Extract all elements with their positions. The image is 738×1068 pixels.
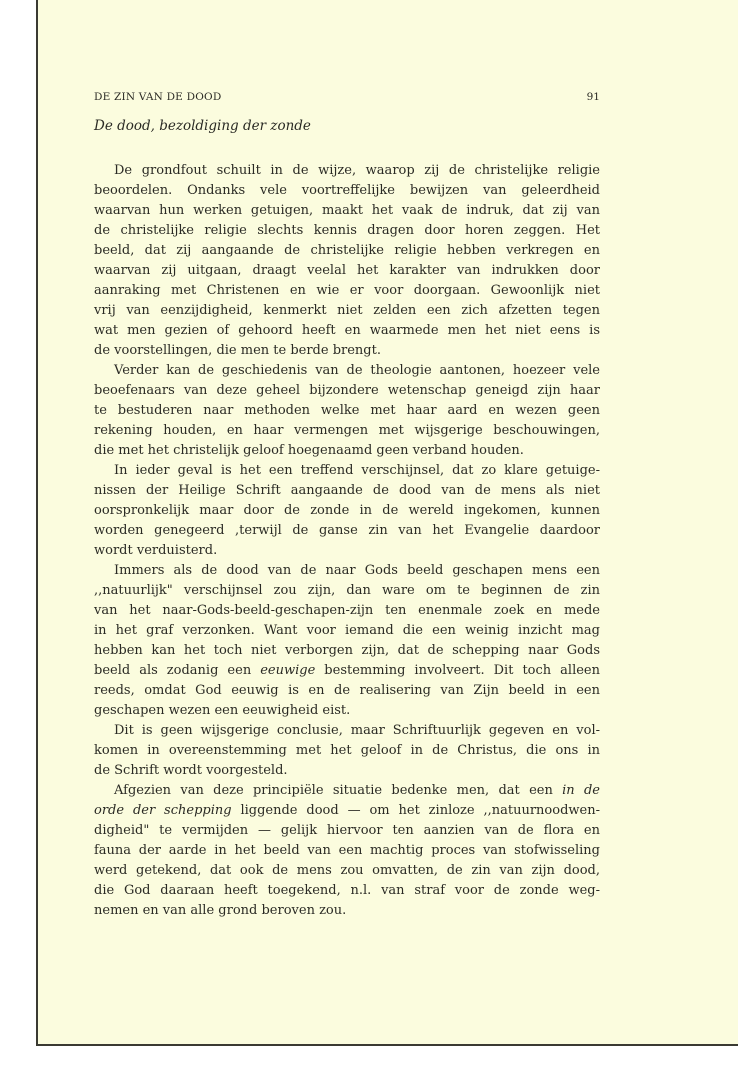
text-line: van het naar-Gods-beeld-geschapen-zijn ten enenmale zoek en mede	[94, 603, 600, 618]
text-line: rekening houden, en haar vermengen met wijsgerige beschouwingen,	[94, 423, 600, 438]
text-line: Verder kan de geschiedenis van de theologie aantonen, hoezeer vele	[114, 363, 600, 378]
emphasis-text: orde der schepping	[94, 803, 232, 818]
page-header	[94, 91, 600, 107]
text-line: nissen der Heilige Schrift aangaande de dood van de mens als niet	[94, 483, 600, 498]
text-line: beoordelen. Ondanks vele voortreffelijke bewijzen van geleerdheid	[94, 183, 600, 198]
text-line: vrij van eenzijdigheid, kenmerkt niet zelden een zich afzetten tegen	[94, 303, 600, 318]
text-fragment: beeld als zodanig een	[94, 663, 261, 678]
running-head: DE ZIN VAN DE DOOD	[94, 91, 222, 103]
text-line: komen in overeenstemming met het geloof in de Christus, die ons in	[94, 743, 600, 758]
text-line	[94, 661, 600, 681]
text-line: nemen en van alle grond beroven zou.	[94, 903, 347, 918]
section-title: De dood, bezoldiging der zonde	[94, 118, 311, 134]
text-line: oorspronkelijk maar door de zonde in de wereld ingekomen, kunnen	[94, 503, 600, 518]
text-line: de voorstellingen, die men te berde brengt.	[94, 343, 381, 358]
text-line: beeld, dat zij aangaande de christelijke religie hebben verkregen en	[94, 243, 600, 258]
text-line: De grondfout schuilt in de wijze, waarop zij de christelijke religie	[114, 163, 600, 178]
text-line: fauna der aarde in het beeld van een machtig proces van stofwisseling	[94, 843, 600, 858]
text-line: beoefenaars van deze geheel bijzondere wetenschap geneigd zijn haar	[94, 383, 600, 398]
emphasis-text: in de	[562, 783, 600, 798]
text-line: waarvan hun werken getuigen, maakt het vaak de indruk, dat zij van	[94, 203, 600, 218]
text-line: de Schrift wordt voorgesteld.	[94, 763, 288, 778]
text-line: werd getekend, dat ook de mens zou omvatten, de zin van zijn dood,	[94, 863, 600, 878]
text-line: ,,natuurlijk" verschijnsel zou zijn, dan ware om te beginnen de zin	[94, 583, 600, 598]
text-line: de christelijke religie slechts kennis dragen door horen zeggen. Het	[94, 223, 600, 238]
page-bottom-edge	[36, 1044, 738, 1046]
text-line: aanraking met Christenen en wie er voor doorgaan. Gewoonlijk niet	[94, 283, 600, 298]
emphasis-text: eeuwige	[260, 663, 316, 678]
text-line: in het graf verzonken. Want voor iemand die een weinig inzicht mag	[94, 623, 600, 638]
text-line	[94, 781, 600, 801]
text-line: die God daaraan heeft toegekend, n.l. van straf voor de zonde weg-	[94, 883, 600, 898]
text-line: te bestuderen naar methoden welke met haar aard en wezen geen	[94, 403, 600, 418]
text-line: digheid" te vermijden — gelijk hiervoor ten aanzien van de flora en	[94, 823, 600, 838]
text-fragment: liggende dood — om het zinloze ,,natuurnoodwen-	[231, 803, 600, 818]
text-line: geschapen wezen een eeuwigheid eist.	[94, 703, 351, 718]
body-text	[94, 161, 600, 921]
text-line: Dit is geen wijsgerige conclusie, maar Schriftuurlijk gegeven en vol-	[114, 723, 600, 738]
text-line: wat men gezien of gehoord heeft en waarmede men het niet eens is	[94, 323, 600, 338]
text-line: In ieder geval is het een treffend verschijnsel, dat zo klare getuige-	[114, 463, 600, 478]
text-line: hebben kan het toch niet verborgen zijn, dat de schepping naar Gods	[94, 643, 600, 658]
text-fragment: bestemming involveert. Dit toch alleen	[315, 663, 600, 678]
text-line: waarvan zij uitgaan, draagt veelal het karakter van indrukken door	[94, 263, 600, 278]
text-fragment: Afgezien van deze principiële situatie bedenke men, dat een	[114, 783, 563, 798]
text-line: worden genegeerd ,terwijl de ganse zin van het Evangelie daardoor	[94, 523, 600, 538]
page-number: 91	[586, 91, 600, 103]
text-line: die met het christelijk geloof hoegenaamd geen verband houden.	[94, 443, 524, 458]
text-line: reeds, omdat God eeuwig is en de realisering van Zijn beeld in een	[94, 683, 600, 698]
text-line	[94, 801, 600, 821]
text-line: wordt verduisterd.	[94, 543, 218, 558]
text-line: Immers als de dood van de naar Gods beeld geschapen mens een	[114, 563, 600, 578]
